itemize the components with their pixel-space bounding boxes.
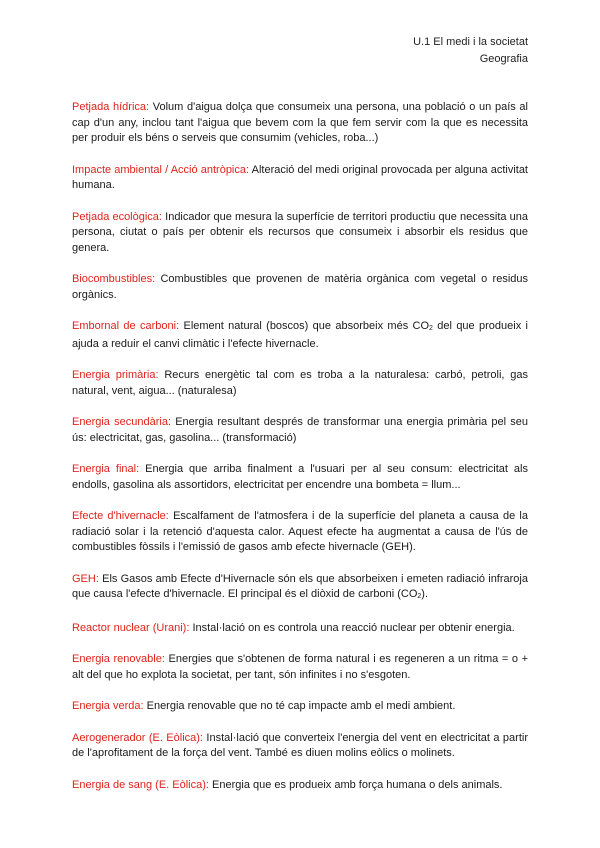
- unit-title: U.1 El medi i la societat: [413, 36, 528, 48]
- entry-definition-part-a: Els Gasos amb Efecte d'Hivernacle són els que absorbeixen i emeten radiació infraroja que causa l'efecte d'hivernacle. El principal és el diòxid de carboni (CO: [72, 572, 528, 600]
- entry-definition: Alteració del medi original provocada per alguna activitat humana.: [72, 163, 528, 191]
- entry-term: Energia de sang (E. Eòlica):: [72, 778, 209, 791]
- glossary-entry-energia-renovable: [72, 652, 528, 683]
- entry-definition: Indicador que mesura la superfície de territori productiu que necessita una persona, ciutat o país per obtenir els recursos que consumeix i absorbir els residus que genera.: [72, 210, 528, 254]
- entry-definition: Instal·lació que converteix l'energia del vent en electricitat a partir de l'aprofitament de la força del vent. També es diuen molins eòlics o molinets.: [72, 731, 528, 759]
- entry-term: Aerogenerador (E. Eòlica):: [72, 731, 203, 744]
- glossary-entry-reactor-nuclear: [72, 621, 528, 637]
- entry-term: Energia secundària:: [72, 416, 171, 428]
- entry-term: Biocombustibles:: [72, 273, 156, 285]
- entry-definition: Energia que arriba finalment a l'usuari per al seu consum: electricitat als endolls, gasolina als assortidors, electricitat per encendre una bombeta = llum...: [72, 463, 528, 491]
- page-header: [413, 34, 528, 68]
- glossary-entry-energia-verda: [72, 699, 528, 715]
- entry-term: Energia verda:: [72, 700, 144, 712]
- entry-definition: Volum d'aigua dolça que consumeix una persona, una població o un país al cap d'un any, inclou tant l'aigua que bevem com la que fem servir com la que es necessita per produir els béns o serveis que consumim (vehicles, roba...): [72, 101, 528, 144]
- glossary-entry-petjada-ecologica: [72, 210, 528, 257]
- glossary-entry-efecte-hivernacle: [72, 509, 528, 556]
- entry-term: Energia renovable:: [72, 653, 165, 665]
- glossary-entry-energia-primaria: [72, 368, 528, 399]
- entry-term: Reactor nuclear (Urani):: [72, 621, 190, 634]
- glossary-entry-energia-secundaria: [72, 415, 528, 446]
- entry-subscript: 2: [417, 593, 422, 600]
- glossary-entry-biocombustibles: [72, 272, 528, 303]
- entry-definition-part-a: Element natural (boscos) que absorbeix més CO: [183, 320, 430, 332]
- subject-title: Geografia: [479, 53, 528, 65]
- entry-definition: Energia que es produeix amb força humana o dels animals.: [212, 778, 503, 791]
- entry-definition: Recurs energètic tal com es troba a la naturalesa: carbó, petroli, gas natural, vent, aigua... (naturalesa): [72, 369, 528, 397]
- glossary-entry-embornal-carboni: [72, 319, 528, 352]
- entry-definition: Escalfament de l'atmosfera i de la superfície del planeta a causa de la radiació solar i la retenció d'aquesta calor. Aquest efecte ha augmentat a causa de l'ús de combustibles fòssils i l'emissió de gasos amb efecte hivernacle (GEH).: [72, 510, 528, 553]
- entry-term: Petjada ecològica:: [72, 210, 162, 223]
- glossary-entry-aerogenerador: [72, 731, 528, 762]
- glossary-entry-geh: [72, 572, 528, 605]
- entry-term: Energia final:: [72, 463, 140, 475]
- entry-definition: Instal·lació on es controla una reacció nuclear per obtenir energia.: [192, 621, 515, 634]
- glossary: [72, 100, 528, 809]
- entry-term: Petjada hídrica:: [72, 101, 150, 113]
- entry-definition: Energies que s'obtenen de forma natural i es regeneren a un ritma = o + alt del que ho explota la societat, per tant, són infinites i no s'esgoten.: [72, 653, 528, 681]
- entry-subscript: 2: [429, 325, 433, 332]
- entry-definition-part-b: del que produeix i ajuda a reduir el canvi climàtic i l'efecte hivernacle.: [72, 320, 528, 350]
- glossary-entry-energia-sang: [72, 778, 528, 794]
- entry-term: Embornal de carboni:: [72, 320, 180, 332]
- entry-definition: Energia renovable que no té cap impacte amb el medi ambient.: [146, 700, 456, 712]
- entry-definition-part-b: ).: [421, 588, 429, 600]
- entry-term: GEH:: [72, 572, 99, 585]
- entry-term: Energia primària:: [72, 369, 159, 381]
- glossary-entry-energia-final: [72, 462, 528, 493]
- entry-term: Impacte ambiental / Acció antròpica:: [72, 163, 250, 176]
- entry-term: Efecte d'hivernacle:: [72, 510, 169, 522]
- glossary-entry-petjada-hidrica: [72, 100, 528, 147]
- glossary-entry-impacte-ambiental: [72, 163, 528, 194]
- entry-definition: Combustibles que provenen de matèria orgànica com vegetal o residus orgànics.: [72, 273, 528, 301]
- entry-definition: Energia resultant després de transformar una energia primària pel seu ús: electricitat, gas, gasolina... (transformació): [72, 416, 528, 444]
